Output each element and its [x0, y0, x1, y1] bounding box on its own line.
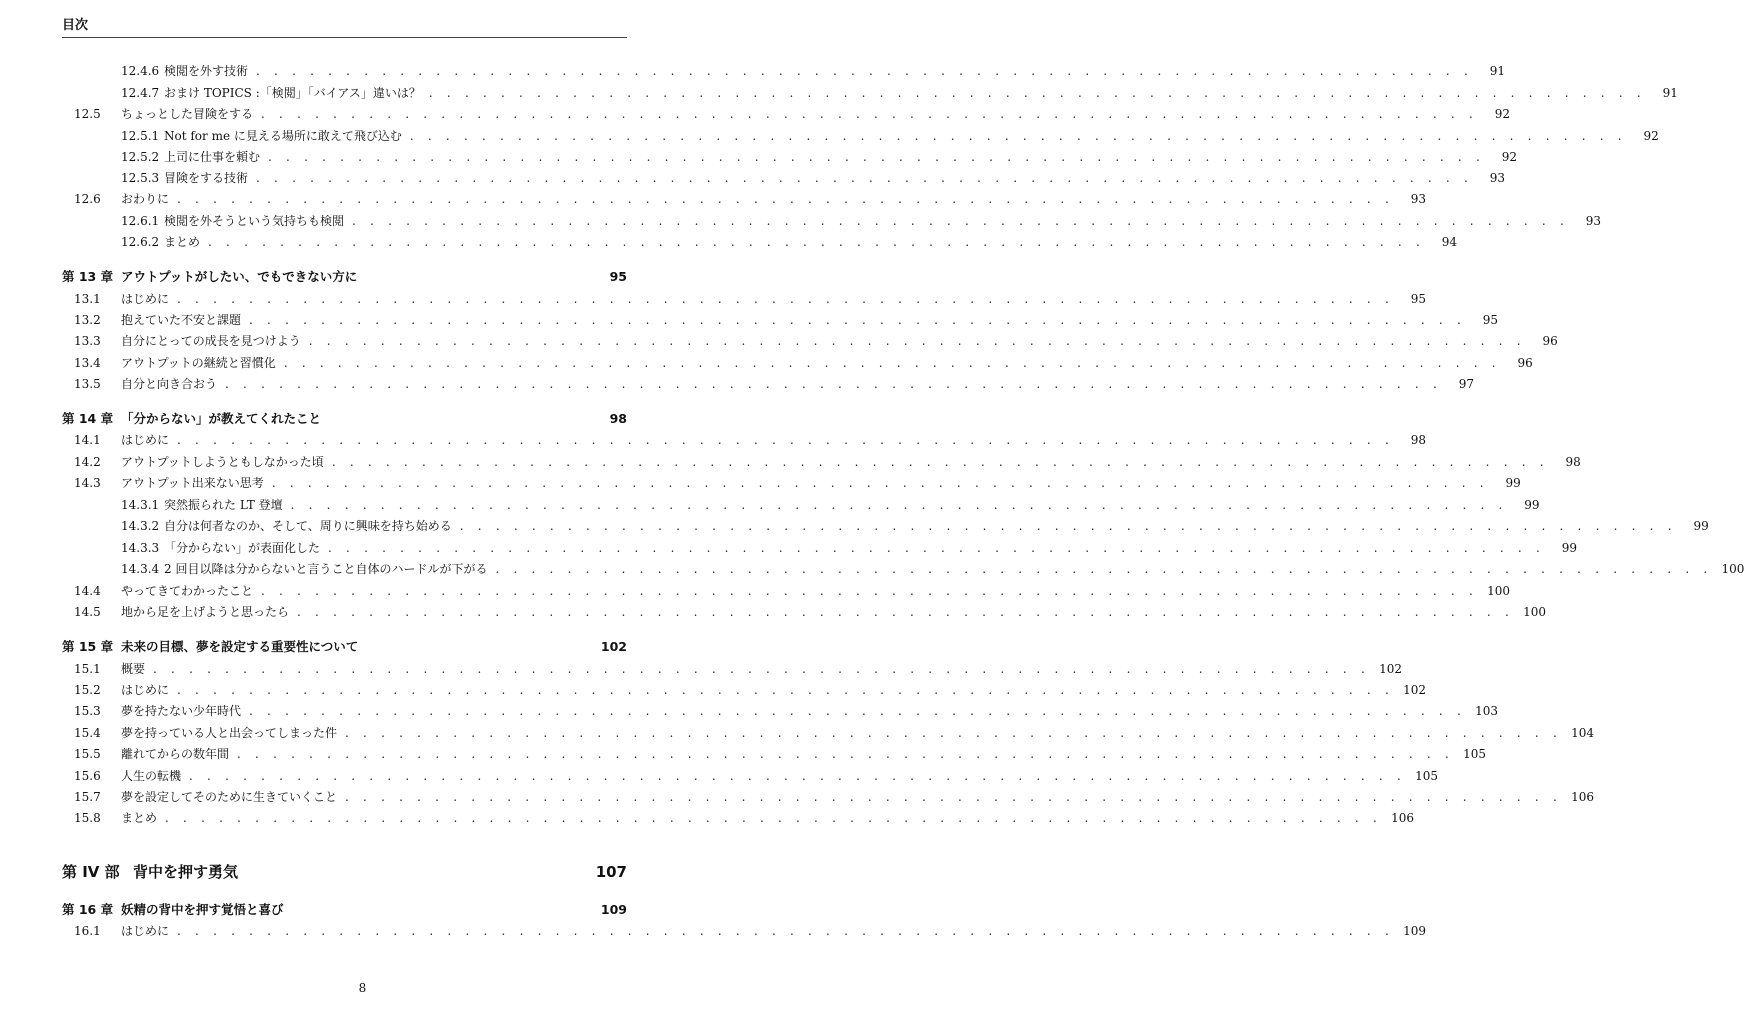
toc-entry-title: 概要: [121, 662, 146, 676]
toc-entry-number: 第 14 章: [62, 411, 114, 426]
toc-entry[interactable]: [62, 538, 1577, 558]
toc-entry-title: 人生の転機: [121, 769, 182, 783]
toc-entry-number: 15.8: [74, 811, 101, 825]
toc-entry[interactable]: [62, 744, 1486, 764]
toc-entry[interactable]: [62, 921, 1426, 941]
toc-dot-leader: . . . . . . . . . . . . . . . . . . . . . . . . . . . . . . . . . . . . . . . . . . . . . . . . . . . . . . . . . . . . . . . . . . . .: [268, 150, 1485, 164]
toc-entry-number: 12.5.3: [121, 171, 160, 185]
toc-entry-page: 95: [1482, 313, 1498, 327]
toc-entry-number: 13.1: [74, 292, 101, 306]
toc-entry-line: [121, 126, 1659, 146]
toc-entry-line: [121, 353, 1533, 373]
toc-entry[interactable]: [62, 680, 1426, 700]
toc-entry-page: 100: [1487, 584, 1510, 598]
toc-entry[interactable]: [62, 147, 1517, 167]
toc-entry-title: 「分からない」が教えてくれたこと: [121, 411, 322, 426]
toc-entry-title: 夢を持っている人と出会ってしまった件: [121, 726, 338, 740]
toc-entry-line: [121, 104, 1510, 124]
running-header: 目次: [62, 18, 89, 33]
toc-dot-leader: . . . . . . . . . . . . . . . . . . . . . . . . . . . . . . . . . . . . . . . . . . . . . . . . . . . . . . . . . . . . . . . . . . . .: [409, 129, 1627, 143]
toc-entry-page: 98: [1410, 433, 1426, 447]
toc-entry[interactable]: [62, 787, 1594, 807]
toc-dot-leader: . . . . . . . . . . . . . . . . . . . . . . . . . . . . . . . . . . . . . . . . . . . . . . . . . . . . . . . . . . . . . . . . . . . .: [352, 214, 1569, 228]
toc-entry-number: 13.5: [74, 377, 101, 391]
toc-entry-line: [121, 452, 1581, 472]
toc-entry-number: 12.6.2: [121, 235, 160, 249]
toc-entry-title: 背中を押す勇気: [133, 863, 239, 881]
toc-entry-number: 12.5: [74, 107, 101, 121]
toc-entry-line: [121, 409, 627, 429]
toc-entry-title: Not for me に見える場所に敢えて飛び込む: [164, 129, 402, 143]
toc-entry-page: 109: [1403, 924, 1426, 938]
toc-entry-page: 95: [1410, 292, 1426, 306]
toc-dot-leader: . . . . . . . . . . . . . . . . . . . . . . . . . . . . . . . . . . . . . . . . . . . . . . . . . . . . . . . . . . . . . . . . . . . .: [328, 541, 1545, 555]
toc-entry-title: 上司に仕事を頼む: [164, 150, 261, 164]
toc-dot-leader: . . . . . . . . . . . . . . . . . . . . . . . . . . . . . . . . . . . . . . . . . . . . . . . . . . . . . . . . . . . . . . . . . . . .: [331, 455, 1549, 469]
toc-entry-page: 107: [595, 863, 627, 881]
toc-entry-page: 102: [1403, 683, 1426, 697]
toc-entry-title: まとめ: [121, 811, 158, 825]
toc-entry[interactable]: [62, 495, 1540, 515]
toc-entry-number: 15.2: [74, 683, 101, 697]
toc-entry-number: 14.3.2: [121, 519, 160, 533]
toc-entry-page: 100: [1523, 605, 1546, 619]
toc-entry[interactable]: [62, 559, 1744, 579]
toc-entry[interactable]: [62, 602, 1546, 622]
toc-entry-number: 14.1: [74, 433, 101, 447]
toc-entry[interactable]: [62, 808, 1414, 828]
toc-dot-leader: . . . . . . . . . . . . . . . . . . . . . . . . . . . . . . . . . . . . . . . . . . . . . . . . . . . . . . . . . . . . . . . . . . . .: [495, 562, 1713, 576]
toc-dot-leader: . . . . . . . . . . . . . . . . . . . . . . . . . . . . . . . . . . . . . . . . . . . . . . . . . . . . . . . . . . . . . . . . . . . .: [189, 769, 1406, 783]
toc-entry-title: 自分と向き合おう: [121, 377, 218, 391]
toc-dot-leader: . . . . . . . . . . . . . . . . . . . . . . . . . . . . . . . . . . . . . . . . . . . . . . . . . . . . . . . . . . . . . . . . . . . .: [165, 811, 1382, 825]
toc-dot-leader: . . . . . . . . . . . . . . . . . . . . . . . . . . . . . . . . . . . . . . . . . . . . . . . . . . . . . . . . . . . . . . . . . . . .: [225, 377, 1442, 391]
toc-entry-line: [121, 637, 627, 657]
toc-entry-title: 離れてからの数年間: [121, 747, 230, 761]
toc-entry-line: [121, 232, 1457, 252]
toc-dot-leader: . . . . . . . . . . . . . . . . . . . . . . . . . . . . . . . . . . . . . . . . . . . . . . . . . . . . . . . . . . . . . . . . . . . .: [153, 662, 1370, 676]
toc-entry-line: [121, 538, 1577, 558]
toc-entry-page: 91: [1489, 64, 1505, 78]
toc-entry-number: 13.3: [74, 334, 101, 348]
toc-entry-title: はじめに: [121, 683, 170, 697]
toc-entry-title: はじめに: [121, 292, 170, 306]
toc-entry-page: 102: [1379, 662, 1402, 676]
toc-entry-number: 13.2: [74, 313, 101, 327]
toc-entry-page: 103: [1475, 704, 1498, 718]
toc-entry-number: 14.3: [74, 476, 101, 490]
toc-entry-page: 98: [609, 411, 627, 426]
toc-entry-title: はじめに: [121, 924, 170, 938]
toc-entry-line: [121, 495, 1540, 515]
toc-entry[interactable]: [62, 61, 1505, 81]
toc-entry-title: 抱えていた不安と課題: [121, 313, 242, 327]
toc-entry-page: 93: [1489, 171, 1505, 185]
toc-entry-title: やってきてわかったこと: [121, 584, 254, 598]
toc-entry-number: 第 IV 部: [62, 863, 120, 881]
toc-dot-leader: . . . . . . . . . . . . . . . . . . . . . . . . . . . . . . . . . . . . . . . . . . . . . . . . . . . . . . . . . . . . . . . . . . . .: [177, 433, 1394, 447]
toc-entry-number: 12.5.2: [121, 150, 160, 164]
toc-dot-leader: . . . . . . . . . . . . . . . . . . . . . . . . . . . . . . . . . . . . . . . . . . . . . . . . . . . . . . . . . . . . . . . . . . . .: [459, 519, 1677, 533]
toc-entry-line: [121, 723, 1594, 743]
toc-entry-line: [121, 900, 627, 920]
toc-entry-line: [121, 267, 627, 287]
toc-entry-title: 夢を持たない少年時代: [121, 704, 242, 718]
toc-entry-line: [121, 374, 1474, 394]
toc-dot-leader: . . . . . . . . . . . . . . . . . . . . . . . . . . . . . . . . . . . . . . . . . . . . . . . . . . . . . . . . . . . . . . . . . . . .: [308, 334, 1526, 348]
toc-entry-line: [121, 659, 1402, 679]
toc-entry-number: 第 15 章: [62, 639, 114, 654]
toc-dot-leader: . . . . . . . . . . . . . . . . . . . . . . . . . . . . . . . . . . . . . . . . . . . . . . . . . . . . . . . . . . . . . . . . . . . .: [261, 584, 1478, 598]
toc-entry-number: 15.3: [74, 704, 101, 718]
toc-entry-number: 15.6: [74, 769, 101, 783]
toc-entry-title: はじめに: [121, 433, 170, 447]
toc-entry-page: 93: [1585, 214, 1601, 228]
toc-entry-number: 12.4.6: [121, 64, 160, 78]
toc-entry-line: [121, 680, 1426, 700]
toc-entry-page: 106: [1391, 811, 1414, 825]
toc-entry-page: 105: [1415, 769, 1438, 783]
toc-entry-title: アウトプット出来ない思考: [121, 476, 264, 490]
toc-entry-line: [121, 808, 1414, 828]
toc-entry[interactable]: [62, 581, 1510, 601]
toc-entry-page: 102: [600, 639, 627, 654]
toc-entry-page: 97: [1458, 377, 1474, 391]
toc-dot-leader: . . . . . . . . . . . . . . . . . . . . . . . . . . . . . . . . . . . . . . . . . . . . . . . . . . . . . . . . . . . . . . . . . . . .: [249, 313, 1466, 327]
toc-entry-title: 冒険をする技術: [164, 171, 249, 185]
toc-entry-number: 14.2: [74, 455, 101, 469]
toc-entry[interactable]: [62, 310, 1498, 330]
toc-entry-number: 14.3.1: [121, 498, 160, 512]
toc-entry-title: 自分は何者なのか、そして、周りに興味を持ち始める: [164, 519, 452, 533]
toc-entry-page: 98: [1565, 455, 1581, 469]
toc-dot-leader: . . . . . . . . . . . . . . . . . . . . . . . . . . . . . . . . . . . . . . . . . . . . . . . . . . . . . . . . . . . . . . . . . . . .: [177, 292, 1394, 306]
toc-entry-number: 第 16 章: [62, 902, 114, 917]
toc-dot-leader: . . . . . . . . . . . . . . . . . . . . . . . . . . . . . . . . . . . . . . . . . . . . . . . . . . . . . . . . . . . . . . . . . . . .: [256, 171, 1473, 185]
toc-entry[interactable]: [62, 409, 627, 429]
toc-entry-title: アウトプットの継続と習慣化: [121, 356, 276, 370]
toc-dot-leader: . . . . . . . . . . . . . . . . . . . . . . . . . . . . . . . . . . . . . . . . . . . . . . . . . . . . . . . . . . . . . . . . . . . .: [297, 605, 1514, 619]
toc-entry-line: [121, 83, 1678, 103]
toc-entry-line: [121, 701, 1498, 721]
toc-entry-line: [121, 61, 1505, 81]
toc-dot-leader: . . . . . . . . . . . . . . . . . . . . . . . . . . . . . . . . . . . . . . . . . . . . . . . . . . . . . . . . . . . . . . . . . . . .: [290, 498, 1508, 512]
toc-entry-page: 105: [1463, 747, 1486, 761]
toc-entry-page: 94: [1441, 235, 1457, 249]
toc-entry-number: 16.1: [74, 924, 101, 938]
toc-entry-title: アウトプットがしたい、でもできない方に: [121, 269, 358, 284]
toc-entry[interactable]: [62, 659, 1402, 679]
toc-entry-page: 95: [609, 269, 627, 284]
toc-entry-title: 2 回目以降は分からないと言うこと自体のハードルが下がる: [164, 562, 488, 576]
toc-entry[interactable]: [62, 331, 1558, 351]
toc-dot-leader: . . . . . . . . . . . . . . . . . . . . . . . . . . . . . . . . . . . . . . . . . . . . . . . . . . . . . . . . . . . . . . . . . . . .: [249, 704, 1466, 718]
toc-entry-line: [121, 289, 1426, 309]
toc-entry-page: 104: [1571, 726, 1594, 740]
toc-entry[interactable]: [62, 353, 1533, 373]
toc-entry-title: ちょっとした冒険をする: [121, 107, 254, 121]
toc-entry-number: 第 13 章: [62, 269, 114, 284]
toc-entry-line: [121, 787, 1594, 807]
toc-entry[interactable]: [62, 168, 1505, 188]
toc-entry-line: [121, 310, 1498, 330]
toc-entry-page: 99: [1524, 498, 1540, 512]
toc-entry-page: 106: [1571, 790, 1594, 804]
toc-entry-title: 自分にとっての成長を見つけよう: [121, 334, 301, 348]
toc-entry-line: [121, 559, 1744, 579]
toc-entry[interactable]: [62, 516, 1709, 536]
toc-entry[interactable]: [62, 189, 1426, 209]
toc-entry[interactable]: [62, 267, 627, 287]
toc-entry-number: 12.4.7: [121, 86, 160, 100]
toc-entry[interactable]: [62, 83, 1678, 103]
toc-entry-title: 突然振られた LT 登壇: [164, 498, 283, 512]
toc-dot-leader: . . . . . . . . . . . . . . . . . . . . . . . . . . . . . . . . . . . . . . . . . . . . . . . . . . . . . . . . . . . . . . . . . . . .: [256, 64, 1473, 78]
toc-dot-leader: . . . . . . . . . . . . . . . . . . . . . . . . . . . . . . . . . . . . . . . . . . . . . . . . . . . . . . . . . . . . . . . . . . . .: [283, 356, 1501, 370]
toc-entry-line: [121, 430, 1426, 450]
toc-entry-number: 14.3.3: [121, 541, 160, 555]
toc-entry-title: 未来の目標、夢を設定する重要性について: [121, 639, 359, 654]
toc-entry-page: 99: [1693, 519, 1709, 533]
toc-entry-page: 96: [1517, 356, 1533, 370]
toc-entry-page: 91: [1662, 86, 1678, 100]
toc-entry-line: [121, 516, 1709, 536]
toc-entry[interactable]: [62, 723, 1594, 743]
page-number: 8: [358, 981, 367, 995]
toc-entry-line: [121, 473, 1521, 493]
toc-entry-line: [129, 859, 627, 885]
toc-entry[interactable]: [62, 859, 627, 885]
toc-entry-number: 14.5: [74, 605, 101, 619]
toc-entry-title: 「分からない」が表面化した: [164, 541, 321, 555]
toc-entry-title: 検閲を外す技術: [164, 64, 249, 78]
toc-entry-line: [121, 581, 1510, 601]
toc-entry-title: おまけ TOPICS :「検閲」「バイアス」違いは？: [164, 86, 421, 100]
toc-entry-line: [121, 602, 1546, 622]
toc-entry-number: 12.5.1: [121, 129, 160, 143]
toc-dot-leader: . . . . . . . . . . . . . . . . . . . . . . . . . . . . . . . . . . . . . . . . . . . . . . . . . . . . . . . . . . . . . . . . . . . .: [345, 726, 1562, 740]
toc-entry-line: [121, 211, 1601, 231]
toc-entry-number: 13.4: [74, 356, 101, 370]
toc-entry-number: 15.7: [74, 790, 101, 804]
toc-entry-number: 14.4: [74, 584, 101, 598]
toc-entry[interactable]: [62, 637, 627, 657]
toc-dot-leader: . . . . . . . . . . . . . . . . . . . . . . . . . . . . . . . . . . . . . . . . . . . . . . . . . . . . . . . . . . . . . . . . . . . .: [428, 86, 1646, 100]
toc-entry[interactable]: [62, 126, 1659, 146]
toc-entry-page: 92: [1501, 150, 1517, 164]
toc-entry-line: [121, 744, 1486, 764]
toc-entry-title: 検閲を外そうという気持ちも検閲: [164, 214, 345, 228]
toc-entry-line: [121, 331, 1558, 351]
toc-entry[interactable]: [62, 701, 1498, 721]
toc-entry[interactable]: [62, 374, 1474, 394]
toc-entry-page: 96: [1542, 334, 1558, 348]
toc-entry[interactable]: [62, 900, 627, 920]
toc-entry-title: 夢を設定してそのために生きていくこと: [121, 790, 338, 804]
toc-dot-leader: . . . . . . . . . . . . . . . . . . . . . . . . . . . . . . . . . . . . . . . . . . . . . . . . . . . . . . . . . . . . . . . . . . . .: [345, 790, 1562, 804]
toc-dot-leader: . . . . . . . . . . . . . . . . . . . . . . . . . . . . . . . . . . . . . . . . . . . . . . . . . . . . . . . . . . . . . . . . . . . .: [237, 747, 1454, 761]
toc-entry-number: 14.3.4: [121, 562, 160, 576]
toc-entry[interactable]: [62, 289, 1426, 309]
toc-entry[interactable]: [62, 430, 1426, 450]
toc-entry-title: おわりに: [121, 192, 170, 206]
toc-entry-number: 12.6: [74, 192, 101, 206]
header-rule: [62, 37, 627, 38]
toc-entry-line: [121, 921, 1426, 941]
toc-entry-page: 99: [1505, 476, 1521, 490]
toc-dot-leader: . . . . . . . . . . . . . . . . . . . . . . . . . . . . . . . . . . . . . . . . . . . . . . . . . . . . . . . . . . . . . . . . . . . .: [177, 683, 1394, 697]
toc-entry[interactable]: [62, 766, 1438, 786]
toc-entry[interactable]: [62, 452, 1581, 472]
toc-entry-number: 15.5: [74, 747, 101, 761]
toc-entry-number: 12.6.1: [121, 214, 160, 228]
toc-entry[interactable]: [62, 473, 1521, 493]
toc-entry-line: [121, 168, 1505, 188]
toc-entry-line: [121, 766, 1438, 786]
toc-entry-number: 15.4: [74, 726, 101, 740]
toc-entry-title: アウトプットしようともしなかった頃: [121, 455, 324, 469]
toc-dot-leader: . . . . . . . . . . . . . . . . . . . . . . . . . . . . . . . . . . . . . . . . . . . . . . . . . . . . . . . . . . . . . . . . . . . .: [261, 107, 1478, 121]
toc-dot-leader: . . . . . . . . . . . . . . . . . . . . . . . . . . . . . . . . . . . . . . . . . . . . . . . . . . . . . . . . . . . . . . . . . . . .: [208, 235, 1425, 249]
toc-entry[interactable]: [62, 104, 1510, 124]
toc-entry-page: 99: [1561, 541, 1577, 555]
toc-entry-line: [121, 147, 1517, 167]
toc-entry-line: [121, 189, 1426, 209]
toc-entry-page: 92: [1494, 107, 1510, 121]
toc-entry[interactable]: [62, 211, 1601, 231]
toc-dot-leader: . . . . . . . . . . . . . . . . . . . . . . . . . . . . . . . . . . . . . . . . . . . . . . . . . . . . . . . . . . . . . . . . . . . .: [271, 476, 1489, 490]
toc-dot-leader: . . . . . . . . . . . . . . . . . . . . . . . . . . . . . . . . . . . . . . . . . . . . . . . . . . . . . . . . . . . . . . . . . . . .: [177, 192, 1394, 206]
toc-entry-title: 妖精の背中を押す覚悟と喜び: [121, 902, 284, 917]
toc-entry-page: 92: [1643, 129, 1659, 143]
toc-entry-page: 109: [600, 902, 627, 917]
toc-entry-title: まとめ: [164, 235, 201, 249]
toc-entry-title: 地から足を上げようと思ったら: [121, 605, 290, 619]
toc-entry-number: 15.1: [74, 662, 101, 676]
toc-entry-page: 100: [1721, 562, 1744, 576]
toc-entry-page: 93: [1410, 192, 1426, 206]
toc-dot-leader: . . . . . . . . . . . . . . . . . . . . . . . . . . . . . . . . . . . . . . . . . . . . . . . . . . . . . . . . . . . . . . . . . . . .: [177, 924, 1394, 938]
toc-entry[interactable]: [62, 232, 1457, 252]
